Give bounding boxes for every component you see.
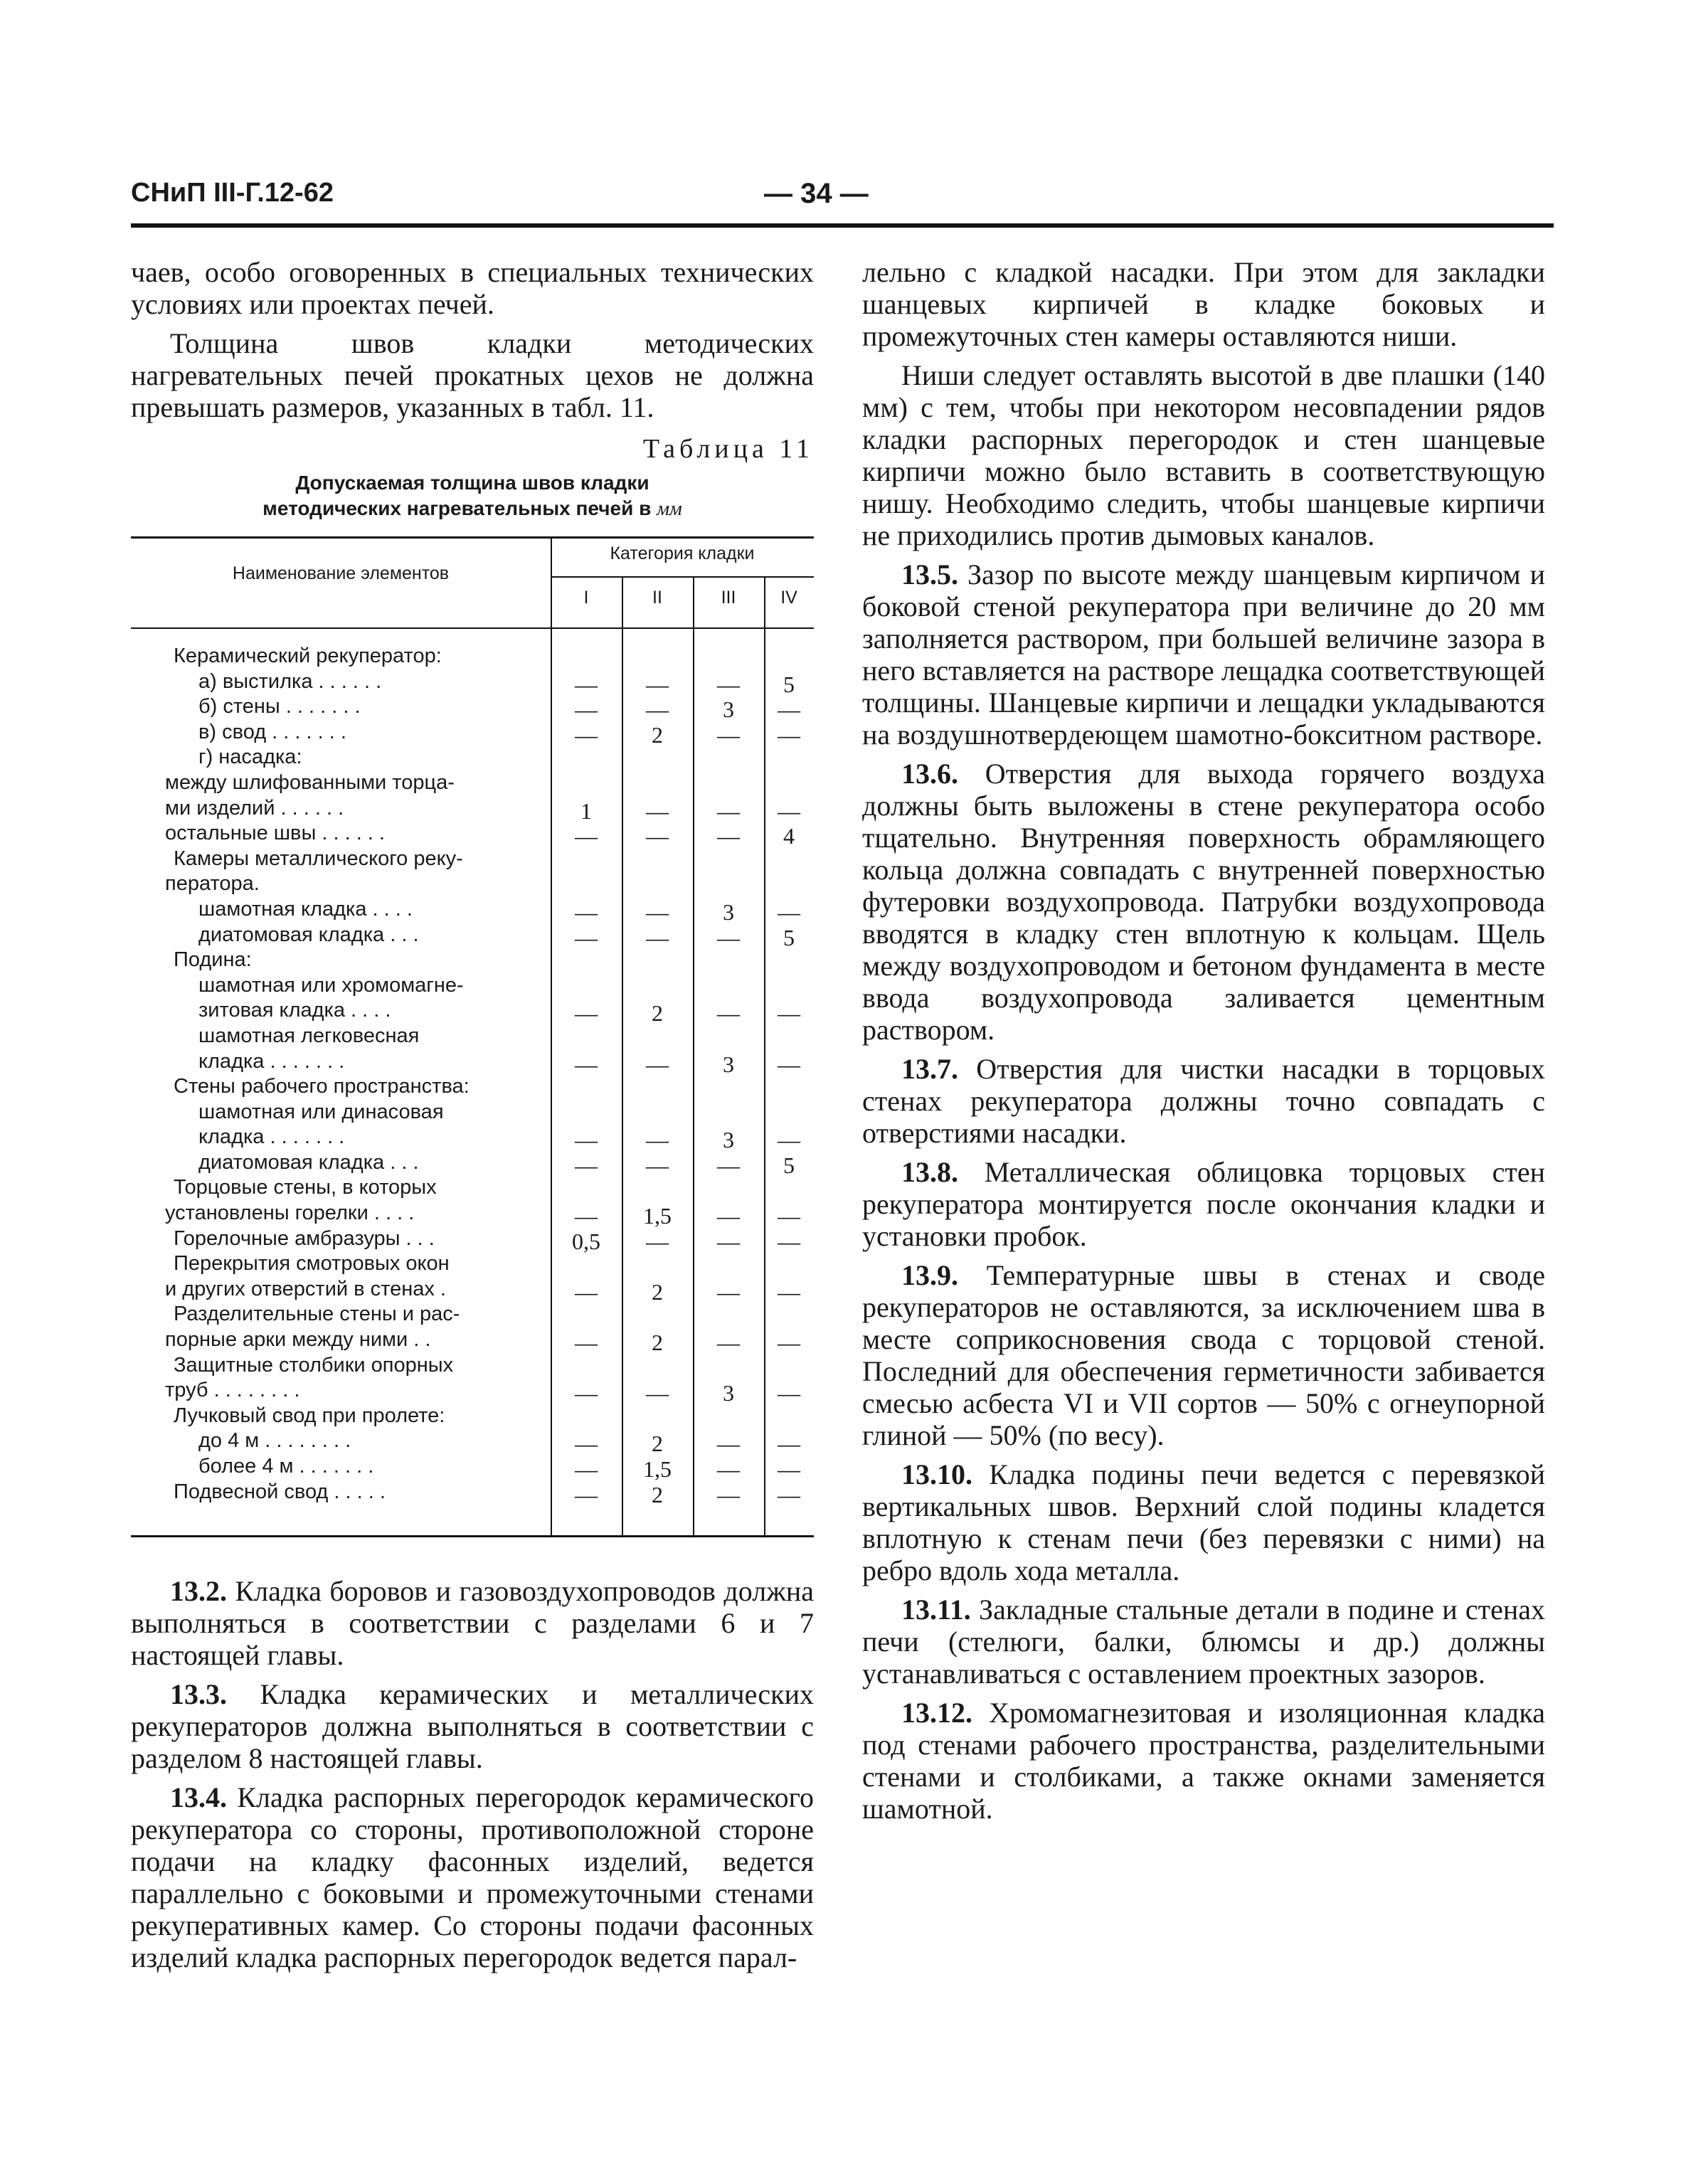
paragraph-13-12 (862, 1697, 1545, 1825)
table-cell: — (778, 1481, 800, 1507)
table-cell: — (575, 1278, 598, 1305)
table-cell: 2 (652, 1278, 663, 1305)
table-row-name: шамотная или хромомагне- (198, 973, 464, 997)
table-row-name: Керамический рекуператор: (174, 645, 442, 667)
paragraph-thickness: Толщина швов кладки методических нагревательных печей прокатных цехов не должна превышать размеров, указанных в табл. 11. (131, 327, 814, 423)
table-cell: 4 (783, 823, 795, 849)
table-row (131, 1479, 814, 1505)
table-cell: — (646, 1152, 669, 1178)
table-row (131, 846, 814, 871)
table-row (131, 997, 814, 1027)
table-cell: — (778, 1456, 800, 1482)
table-cell: — (575, 1431, 598, 1457)
table-header-rule (131, 627, 814, 629)
table-row (131, 1301, 814, 1327)
table-row (131, 1124, 814, 1153)
table-row (131, 1327, 814, 1356)
table-cell: — (575, 823, 598, 849)
table-row-name: установлены горелки . . . . (165, 1202, 415, 1225)
table-row-name: зитовая кладка . . . . (198, 999, 391, 1022)
table-cell: 3 (723, 1051, 734, 1077)
table-row-name: между шлифованными торца- (165, 770, 455, 794)
table-cell: 2 (652, 1481, 663, 1507)
table-row-name: диатомовая кладка . . . (198, 1150, 419, 1174)
paragraph-number: 13.4. (170, 1781, 227, 1813)
paragraph-number: 13.9. (901, 1259, 958, 1291)
table-cell: — (575, 1203, 598, 1229)
table-title-line2 (131, 496, 814, 522)
table-cell: — (717, 823, 740, 849)
table-row (131, 719, 814, 748)
table-cell: — (717, 1203, 740, 1229)
table-cell: 2 (652, 1330, 663, 1356)
table-cell: — (717, 1456, 740, 1482)
table-row-name: шамотная кладка . . . . (198, 897, 413, 921)
paragraph-text: Металлическая облицовка торцовых стен рекуператора монтируется после окончания кладки и установки пробок. (862, 1156, 1545, 1252)
table-cell: — (778, 721, 800, 748)
table-cell: 3 (723, 1127, 734, 1153)
table-cell: — (646, 797, 669, 824)
table-row (131, 1377, 814, 1406)
table-cell: 3 (723, 696, 734, 723)
table-cell: — (575, 1000, 598, 1027)
paragraph-text: Хромомагнезитовая и изоляционная кладка под стенами рабочего пространства, разделительными стенами и столбиками, а также окнами заменяется шамотной. (862, 1697, 1545, 1825)
table-cell: — (778, 696, 800, 723)
table-cell: — (646, 898, 669, 925)
table-row-name: Защитные столбики опорных (174, 1353, 454, 1377)
table-cell: — (575, 1380, 598, 1406)
table-row-name: Разделительные стены и рас- (174, 1303, 460, 1326)
paragraph-number: 13.12. (901, 1697, 972, 1729)
table-cell: — (717, 1000, 740, 1027)
table-row-name: Подвесной свод . . . . . (174, 1480, 386, 1503)
table-header-category: Категория кладки (610, 544, 755, 563)
paragraph-text: Зазор по высоте между шанцевым кирпичом и боковой стеной рекуператора при величине до 20 мм заполняется раствором, при большей величине зазора в него вставляется на растворе лещадка соответствующей толщины. Шанцевые кирпичи и лещадки укладываются на воздушнотвердеющем шамотно-бокситном растворе. (862, 558, 1545, 751)
table-row-name: Лучковый свод при пролете: (174, 1404, 445, 1427)
table-cell: 5 (783, 671, 795, 697)
table-bottom-rule (131, 1535, 814, 1537)
table-cell: — (646, 924, 669, 950)
table-row (131, 947, 814, 972)
table-cell: — (646, 671, 669, 697)
table-row-name: Камеры металлического реку- (174, 847, 463, 870)
table-row (131, 922, 814, 948)
thickness-table (131, 536, 814, 1547)
table-row (131, 1403, 814, 1428)
table-cell: — (646, 696, 669, 723)
page-header (131, 178, 1554, 221)
header-rule (131, 223, 1554, 228)
table-cell: — (575, 1330, 598, 1356)
table-cell: — (575, 696, 598, 723)
table-row (131, 871, 814, 896)
table-cell: — (575, 1456, 598, 1482)
table-row (131, 643, 814, 669)
table-cell: — (575, 924, 598, 950)
table-cell: — (778, 797, 800, 824)
table-cell: — (778, 1051, 800, 1077)
table-row-name: б) стены . . . . . . . (198, 695, 361, 719)
paragraph-text: Кладка керамических и металлических рекуператоров должна выполняться в соответствии с разделом 8 настоящей главы. (131, 1678, 814, 1774)
table-row-name: до 4 м . . . . . . . . (198, 1429, 351, 1453)
table-cell: — (778, 1380, 800, 1406)
paragraph-number: 13.5. (901, 558, 958, 590)
paragraph-niches: Ниши следует оставлять высотой в две плашки (140 мм) с тем, чтобы при некотором несовпадении рядов кладки распорных перегородок и стен шанцевые кирпичи можно было вставить в соответствующую нишу. Необходимо следить, чтобы шанцевые кирпичи не приходились против дымовых каналов. (862, 359, 1545, 551)
table-cell: — (575, 721, 598, 748)
table-cell: — (717, 1431, 740, 1457)
table-cell: — (717, 1152, 740, 1178)
table-row-name: Перекрытия смотровых окон (174, 1252, 450, 1276)
table-row (131, 1049, 814, 1077)
table-row-name: в) свод . . . . . . . (198, 720, 346, 743)
left-column (131, 256, 814, 1973)
paragraph-13-7 (862, 1053, 1545, 1149)
paragraph-text: Кладка подины печи ведется с перевязкой вертикальных швов. Верхний слой подины кладется вплотную к стенам печи (без перевязки с ними) на ребро вдоль хода металла. (862, 1458, 1545, 1586)
table-row (131, 1200, 814, 1229)
table-cell: — (778, 1203, 800, 1229)
table-cell: — (646, 1051, 669, 1077)
paragraph-text: Температурные швы в стенах и своде рекуператоров не оставляются, за исключением шва в месте соприкосновения свода с торцовой стеной. Последний для обеспечения герметичности забивается смесью асбеста VI и VII сортов — 50% с огнеупорной глиной — 50% (по весу). (862, 1259, 1545, 1451)
table-row (131, 820, 814, 849)
table-header-col-2: II (652, 588, 662, 608)
table-cell: — (717, 1330, 740, 1356)
table-cell: — (717, 1228, 740, 1254)
table-cell: — (778, 1000, 800, 1027)
table-cell: 1,5 (643, 1456, 672, 1482)
paragraph-13-2 (131, 1575, 814, 1671)
table-row-name: и других отверстий в стенах . (165, 1277, 446, 1300)
paragraph-13-5 (862, 558, 1545, 751)
paragraph-number: 13.2. (170, 1575, 227, 1607)
table-row (131, 1276, 814, 1305)
table-cell: — (778, 1127, 800, 1153)
table-cell: — (717, 671, 740, 697)
table-row (131, 1175, 814, 1200)
table-cell: — (717, 1481, 740, 1507)
paragraph-number: 13.8. (901, 1156, 958, 1188)
table-row-name: а) выстилка . . . . . . (198, 669, 382, 693)
paragraph-number: 13.7. (901, 1053, 958, 1085)
paragraph-13-6 (862, 758, 1545, 1046)
table-row-name: кладка . . . . . . . (198, 1125, 345, 1149)
paragraph-13-3 (131, 1678, 814, 1774)
paragraph-13-4 (131, 1781, 814, 1973)
table-row-name: остальные швы . . . . . . (165, 822, 385, 845)
paragraph-number: 13.11. (901, 1594, 971, 1626)
table-row-name: Горелочные амбразуры . . . (174, 1226, 435, 1250)
paragraph-text: Закладные стальные детали в подине и стенах печи (стелюги, балки, блюмсы и др.) должны устанавливаться с оставлением проектных зазоров. (862, 1594, 1545, 1690)
table-row (131, 1453, 814, 1482)
table-row (131, 1150, 814, 1178)
table-row (131, 1352, 814, 1378)
table-row-name: шамотная или динасовая (198, 1100, 444, 1123)
table-row (131, 1023, 814, 1049)
table-cell: — (717, 924, 740, 950)
table-header-col-1: I (583, 588, 589, 608)
paragraph-continuation: лельно с кладкой насадки. При этом для закладки шанцевых кирпичей в кладке боковых и промежуточных стен камеры оставляются ниши. (862, 256, 1545, 352)
table-cell: — (646, 1380, 669, 1406)
table-top-rule (131, 536, 814, 539)
table-row (131, 896, 814, 925)
table-cell: — (778, 1431, 800, 1457)
paragraph-13-9 (862, 1259, 1545, 1451)
paragraph-text: Кладка боровов и газовоздухопроводов должна выполняться в соответствии с разделами 6 и 7 настоящей главы. (131, 1575, 814, 1671)
table-cell: 0,5 (572, 1228, 600, 1254)
table-row-name: ми изделий . . . . . . (165, 796, 344, 820)
paragraph-continuation: чаев, особо оговоренных в специальных технических условиях или проектах печей. (131, 256, 814, 320)
table-header-name: Наименование элементов (232, 563, 450, 583)
table-cell: — (778, 1330, 800, 1356)
table-title-line2-text: методических нагревательных печей в (263, 497, 652, 519)
table-row-name: Торцовые стены, в которых (174, 1176, 437, 1199)
table-row (131, 1251, 814, 1276)
table-row (131, 744, 814, 770)
table-row (131, 972, 814, 998)
table-row-name: диатомовая кладка . . . (198, 923, 419, 946)
table-row (131, 1074, 814, 1099)
table-row (131, 1099, 814, 1125)
paragraph-text: Кладка распорных перегородок керамического рекуператора со стороны, противоположной стороне подачи на кладку фасонных изделий, ведется параллельно с боковыми и промежуточными стенами рекуперативных камер. Со стороны подачи фасонных изделий кладка распорных перегородок ведется парал- (131, 1781, 814, 1973)
table-cell: — (778, 1278, 800, 1305)
table-cell: 3 (723, 898, 734, 925)
document-code: СНиП III-Г.12-62 (131, 178, 334, 208)
table-cell: 1,5 (643, 1203, 672, 1229)
table-cell: — (717, 797, 740, 824)
table-row-name: Стены рабочего пространства: (174, 1075, 470, 1098)
paragraph-number: 13.6. (901, 758, 958, 790)
table-cell: 5 (783, 924, 795, 950)
table-header-col-3: III (721, 588, 736, 608)
table-cell: — (717, 721, 740, 748)
table-cell: — (778, 1228, 800, 1254)
table-cell: 3 (723, 1380, 734, 1406)
table-cell: — (575, 898, 598, 925)
table-title-unit: мм (657, 498, 682, 520)
table-cell: 2 (652, 1431, 663, 1457)
table-row (131, 694, 814, 723)
table-cell: 1 (580, 797, 592, 824)
right-column (862, 256, 1545, 1825)
table-cell: 2 (652, 721, 663, 748)
table-row-name: кладка . . . . . . . (198, 1049, 345, 1073)
paragraph-text: Отверстия для чистки насадки в торцовых стенах рекуператора должны точно совпадать с отверстиями насадки. (862, 1053, 1545, 1149)
table-row (131, 1226, 814, 1254)
table-row-name: труб . . . . . . . . (165, 1379, 300, 1402)
table-cell: 2 (652, 1000, 663, 1027)
table-row-name: Подина: (174, 948, 252, 972)
table-body (131, 643, 814, 1507)
table-row-name: г) насадка: (198, 746, 302, 769)
table-row (131, 669, 814, 697)
table-cell: — (575, 671, 598, 697)
table-row (131, 1428, 814, 1457)
paragraph-13-11 (862, 1594, 1545, 1690)
table-cell: — (575, 1051, 598, 1077)
table-title (131, 470, 814, 522)
table-cell: — (575, 1481, 598, 1507)
table-cell: — (717, 1278, 740, 1305)
table-header-col-4: IV (780, 588, 797, 608)
table-cell: 5 (783, 1152, 795, 1178)
table-row-name: более 4 м . . . . . . . (198, 1455, 374, 1478)
paragraph-13-10 (862, 1458, 1545, 1586)
table-label: Таблица 11 (642, 434, 814, 464)
table-subheader-rule (551, 576, 814, 578)
paragraph-number: 13.10. (901, 1458, 972, 1490)
paragraph-number: 13.3. (170, 1678, 227, 1710)
table-row-name: порные арки между ними . . (165, 1328, 431, 1352)
table-cell: — (575, 1152, 598, 1178)
table-row-name: ператора. (165, 872, 260, 896)
table-cell: — (575, 1127, 598, 1153)
table-row-name: шамотная легковесная (198, 1024, 420, 1047)
page-number: — 34 — (764, 178, 869, 209)
table-title-line1: Допускаемая толщина швов кладки (295, 472, 649, 494)
paragraph-text: Отверстия для выхода горячего воздуха должны быть выложены в стене рекуператора особо тщательно. Внутренняя поверхность обрамляющего кольца должна совпадать с внутренней поверхностью футеровки воздухопровода. Патрубки воздухопровода вводятся в кладку стен вплотную к кольцам. Щель между воздухопроводом и бетоном фундамента в месте ввода воздухопровода заливается цементным раствором. (862, 758, 1545, 1046)
table-row (131, 795, 814, 824)
table-cell: — (646, 1127, 669, 1153)
table-row (131, 770, 814, 795)
table-cell: — (646, 823, 669, 849)
table-cell: — (778, 898, 800, 925)
paragraph-13-8 (862, 1156, 1545, 1252)
table-cell: — (646, 1228, 669, 1254)
